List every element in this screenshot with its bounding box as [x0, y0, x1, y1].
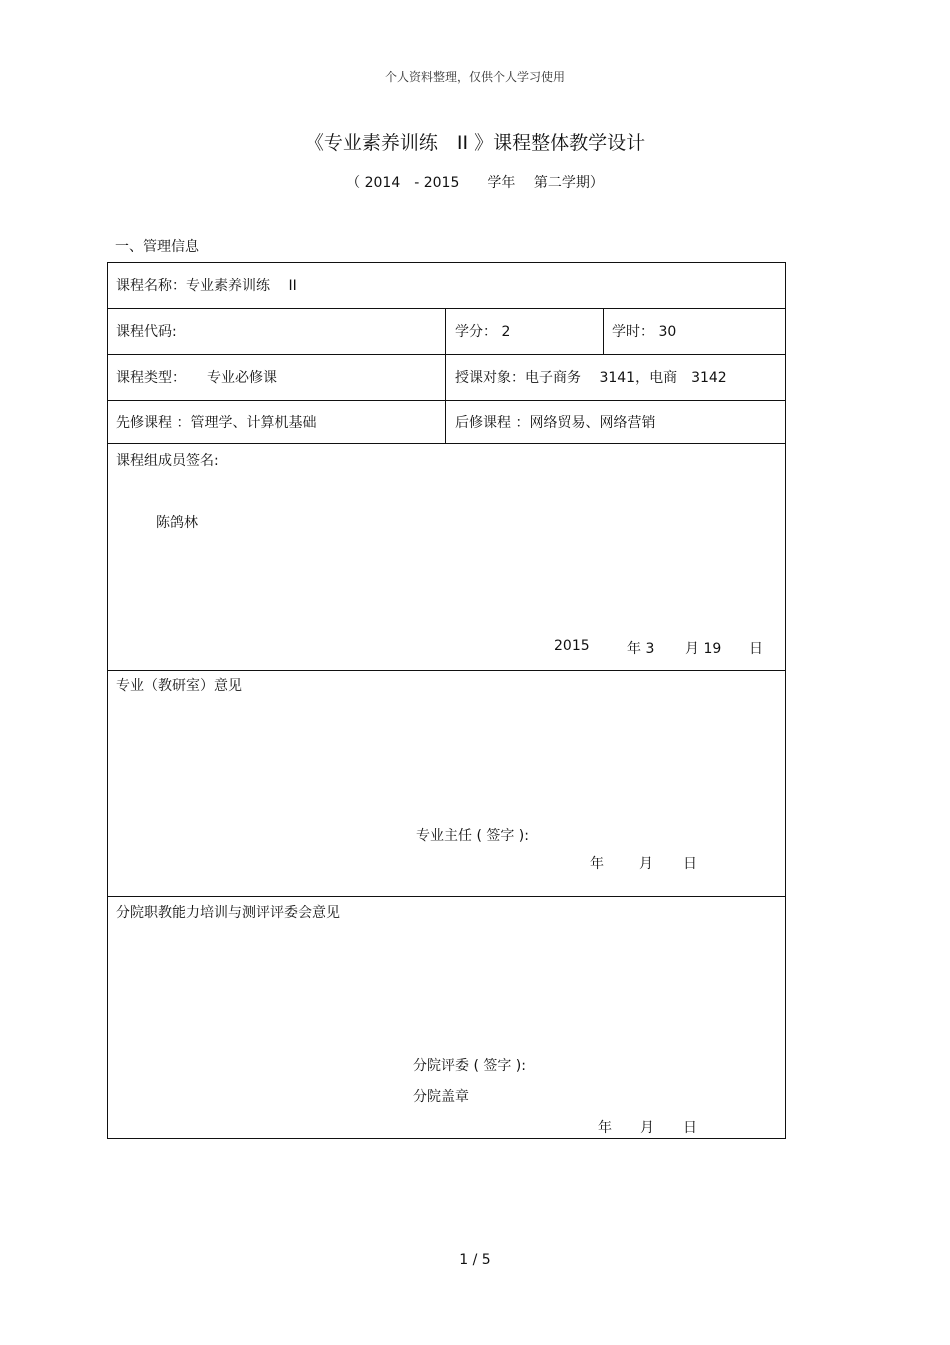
table-row-divider: [107, 443, 786, 444]
dept-head-signature: 专业主任 ( 签字 ):: [416, 828, 529, 844]
section-heading: 一、管理信息: [115, 239, 199, 255]
members-date-m: 月 19: [685, 641, 722, 657]
followup-courses: 后修课程 ：网络贸易、网络营销: [455, 415, 656, 431]
college-opinion-label: 分院职教能力培训与测评评委会意见: [116, 905, 340, 921]
dept-date-m: 月: [639, 856, 653, 872]
dept-date-d: 日: [683, 856, 697, 872]
academic-year: （ 2014 - 2015 学年 第二学期）: [346, 175, 604, 191]
college-seal: 分院盖章: [413, 1089, 469, 1105]
table-row-divider: [107, 308, 786, 309]
table-col-divider: [603, 308, 604, 354]
audience: 授课对象：电子商务 3141，电商 3142: [455, 370, 727, 386]
table-row-divider: [107, 670, 786, 671]
table-row-divider: [107, 354, 786, 355]
college-date-m: 月: [640, 1120, 654, 1136]
table-col-divider: [445, 308, 446, 444]
dept-opinion-label: 专业（教研室）意见: [116, 678, 242, 694]
college-committee-signature: 分院评委 ( 签字 ):: [413, 1058, 526, 1074]
course-name: 课程名称：专业素养训练 II: [116, 278, 297, 294]
document-title: 《专业素养训练 II 》课程整体教学设计: [304, 132, 646, 154]
dept-date-y: 年: [590, 856, 604, 872]
members-date-year: 2015: [554, 638, 590, 654]
table-border-left: [107, 262, 108, 1139]
table-row-divider: [107, 896, 786, 897]
table-border-top: [107, 262, 786, 263]
hours: 学时： 30: [612, 324, 677, 340]
table-border-bottom: [107, 1138, 786, 1139]
course-type: 课程类型： 专业必修课: [116, 370, 277, 386]
member-name: 陈鸽林: [156, 515, 198, 531]
college-date-d: 日: [683, 1120, 697, 1136]
table-border-right: [785, 262, 786, 1139]
course-code: 课程代码:: [116, 324, 177, 340]
credits: 学分： 2: [455, 324, 511, 340]
table-row-divider: [107, 400, 786, 401]
members-date-y: 年 3: [627, 641, 655, 657]
prerequisite-courses: 先修课程 ：管理学、计算机基础: [116, 415, 317, 431]
page-number: 1 / 5: [459, 1252, 491, 1268]
college-date-y: 年: [598, 1120, 612, 1136]
watermark-text: 个人资料整理，仅供个人学习使用: [384, 70, 565, 84]
members-date-d: 日: [749, 641, 763, 657]
members-signature-label: 课程组成员签名:: [116, 453, 219, 469]
